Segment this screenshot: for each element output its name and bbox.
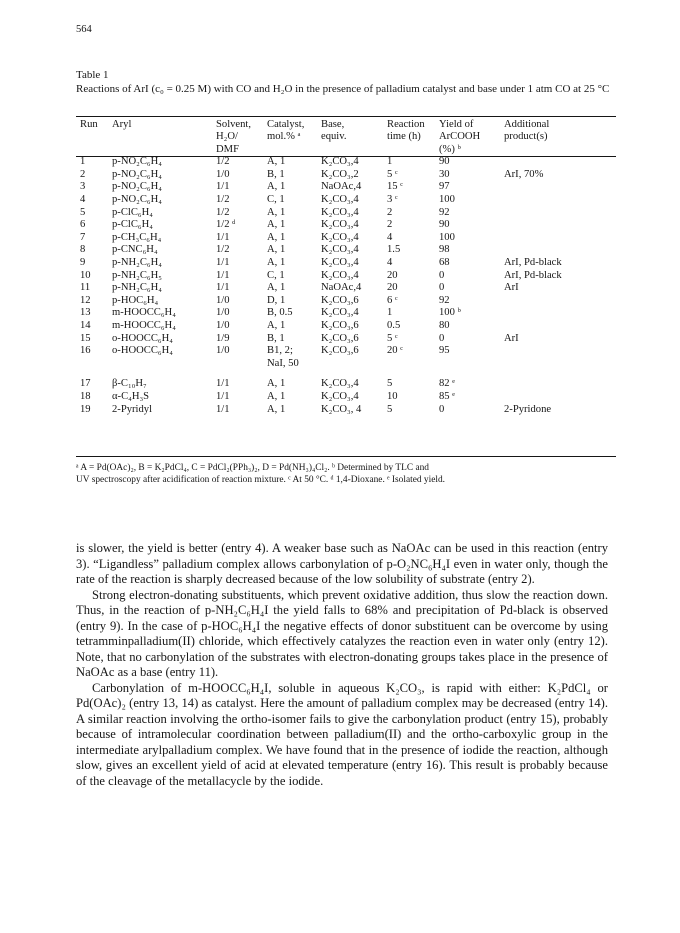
cell-run: 13 — [80, 307, 91, 319]
header-additional-line: product(s) — [504, 131, 548, 143]
cell-run: 17 — [80, 378, 91, 390]
cell-aryl: p-CNC₆H₄ — [112, 244, 158, 256]
cell-time: 5 ᶜ — [387, 168, 398, 180]
header-base — [321, 119, 387, 156]
header-catalyst-line: mol.% ᵃ — [267, 131, 301, 143]
cell-additional — [504, 320, 620, 333]
cell-time: 6 ᶜ — [387, 294, 398, 306]
cell-yield — [439, 358, 504, 371]
cell-base: K₂CO₃,4 — [321, 307, 359, 319]
cell-catalyst: A, 1 — [267, 206, 286, 218]
table-bottom-rule — [76, 456, 616, 457]
paragraph: Carbonylation of m-HOOCC₆H₄I, soluble in aqueous K₂CO₃, is rapid with either: K₂PdCl₄ or Pd(OAc)₂ (entry 13, 14) as catalyst. Here the amount of palladium complex may be decreased (entry 14). A similar reaction involving the ortho-isomer fails to give the carbonylation product (entry 15), probably because of intramolecular coordination between palladium(II) and the ortho-carboxylic group in the intermediate arylpalladium complex. We have found that in the presence of iodide the reaction, although slow, gives an excellent yield of acid at elevated temperature (entry 16). This result is probably because of the cleavage of the metallacycle by the iodide. — [76, 680, 608, 788]
header-solvent-line: H₂O/ — [216, 131, 238, 143]
cell-time: 15 ᶜ — [387, 181, 403, 193]
cell-yield: 95 — [439, 345, 450, 357]
cell-time: 1.5 — [387, 244, 401, 256]
cell-yield: 97 — [439, 181, 450, 193]
cell-yield: 100 — [439, 194, 455, 205]
cell-time: 5 ᶜ — [387, 332, 398, 344]
cell-time: 20 ᶜ — [387, 345, 403, 357]
cell-additional — [504, 181, 620, 194]
cell-solvent: 1/1 — [216, 282, 230, 294]
cell-yield: 0 — [439, 269, 445, 281]
cell-time: 0.5 — [387, 319, 401, 331]
cell-solvent: 1/0 — [216, 345, 230, 357]
cell-additional — [504, 207, 620, 220]
cell-time: 2 — [387, 219, 393, 231]
cell-aryl — [112, 358, 216, 371]
cell-run: 12 — [80, 294, 91, 306]
paragraph: Strong electron-donating substituents, which prevent oxidative addition, thus slow the reaction down. Thus, in the reaction of p-NH₂C₆H₄I the yield falls to 68% and precipitation of Pd-black is observed (entry 9). In the case of p-HOC₆H₄I the negative effects of donor substituent can be overcome by using tetramminpalladium(II) chloride, which effectively catalyzes the reaction even in water only (entry 12). Note, that no carbonylation of the substrates with electron-donating groups takes place in the presence of NaOAc as a base (entry 11). — [76, 587, 608, 679]
cell-solvent: 1/1 — [216, 378, 230, 390]
cell-aryl: p-NH₂C₆H₄ — [112, 256, 162, 268]
cell-base: K₂CO₃,4 — [321, 194, 359, 205]
cell-base: NaOAc,4 — [321, 282, 362, 294]
cell-additional — [504, 307, 620, 320]
cell-run: 16 — [80, 345, 91, 357]
cell-aryl: β-C₁₀H₇ — [112, 378, 147, 390]
cell-catalyst: C, 1 — [267, 194, 285, 205]
cell-yield: 92 — [439, 206, 450, 218]
cell-base: K₂CO₃,4 — [321, 378, 359, 390]
cell-time: 5 — [387, 378, 393, 390]
cell-run: 3 — [80, 181, 86, 193]
cell-yield: 100 — [439, 231, 455, 243]
cell-yield: 68 — [439, 256, 450, 268]
table-header-row — [76, 119, 620, 156]
table-row — [76, 345, 620, 358]
body-text — [76, 541, 608, 789]
cell-catalyst: D, 1 — [267, 294, 286, 306]
cell-aryl: p-NH₂C₆H₅ — [112, 269, 162, 281]
cell-additional — [504, 345, 620, 358]
cell-solvent: 1/0 — [216, 168, 230, 180]
cell-base: K₂CO₃, 4 — [321, 403, 362, 415]
table-row — [76, 219, 620, 232]
header-solvent-line: Solvent, — [216, 119, 252, 130]
cell-aryl: p-NH₂C₆H₄ — [112, 282, 162, 294]
header-run: Run — [80, 119, 98, 130]
cell-time — [387, 358, 439, 371]
cell-base: K₂CO₃,4 — [321, 206, 359, 218]
table-row — [76, 320, 620, 333]
cell-solvent: 1/2 — [216, 244, 230, 256]
table-row — [76, 232, 620, 245]
cell-run: 14 — [80, 319, 91, 331]
table-row — [76, 295, 620, 308]
cell-time: 10 — [387, 390, 398, 402]
cell-aryl: p-NO₂C₆H₄ — [112, 181, 162, 193]
cell-run: 1 — [80, 156, 86, 168]
cell-aryl: 2-Pyridyl — [112, 403, 153, 415]
table-footnote — [76, 462, 616, 486]
cell-solvent: 1/2 — [216, 156, 230, 168]
cell-catalyst: A, 1 — [267, 219, 286, 231]
cell-catalyst: B, 1 — [267, 332, 285, 344]
cell-aryl: p-HOC₆H₄ — [112, 294, 159, 306]
cell-aryl: p-NO₂C₆H₄ — [112, 156, 162, 168]
cell-additional — [504, 244, 620, 257]
cell-base: K₂CO₃,4 — [321, 269, 359, 281]
cell-base: K₂CO₃,4 — [321, 219, 359, 231]
cell-base: K₂CO₃,4 — [321, 156, 359, 168]
cell-time: 1 — [387, 156, 393, 168]
table-row — [76, 194, 620, 207]
header-additional — [504, 119, 620, 156]
cell-run: 2 — [80, 168, 86, 180]
cell-additional — [504, 219, 620, 232]
table-row — [76, 358, 620, 371]
cell-run: 6 — [80, 219, 86, 231]
cell-run: 15 — [80, 332, 91, 344]
table-row — [76, 257, 620, 270]
cell-base: K₂CO₃,4 — [321, 390, 359, 402]
table-row — [76, 333, 620, 346]
cell-additional — [504, 194, 620, 207]
cell-additional: ArI, Pd-black — [504, 269, 562, 281]
table-caption: Table 1 — [76, 69, 109, 81]
cell-time: 20 — [387, 282, 398, 294]
cell-aryl: m-HOOCC₆H₄ — [112, 307, 176, 319]
cell-base: K₂CO₃,6 — [321, 345, 359, 357]
cell-yield: 0 — [439, 332, 445, 344]
cell-catalyst: A, 1 — [267, 181, 286, 193]
cell-base: K₂CO₃,4 — [321, 256, 359, 268]
cell-run: 18 — [80, 390, 91, 402]
cell-catalyst: NaI, 50 — [267, 357, 299, 369]
cell-run: 19 — [80, 403, 91, 415]
table-row — [76, 169, 620, 182]
cell-yield: 90 — [439, 156, 450, 168]
cell-base: K₂CO₃,6 — [321, 319, 359, 331]
cell-solvent: 1/1 — [216, 256, 230, 268]
cell-run: 8 — [80, 244, 86, 256]
cell-additional: ArI — [504, 282, 519, 294]
cell-yield: 80 — [439, 319, 450, 331]
cell-additional: ArI, 70% — [504, 168, 544, 180]
cell-base: K₂CO₃,4 — [321, 244, 359, 256]
cell-catalyst: A, 1 — [267, 390, 286, 402]
cell-run: 11 — [80, 282, 91, 294]
cell-aryl: p-ClC₆H₄ — [112, 219, 153, 231]
cell-additional: ArI, Pd-black — [504, 256, 562, 268]
cell-yield: 100 ᵇ — [439, 307, 461, 319]
header-time-line: time (h) — [387, 131, 421, 143]
cell-additional: 2-Pyridone — [504, 403, 552, 415]
cell-catalyst: A, 1 — [267, 378, 286, 390]
table-title: Reactions of ArI (c₀ = 0.25 M) with CO and H₂O in the presence of palladium catalyst and base under 1 atm CO at 25 °C — [76, 83, 610, 95]
table-top-rule — [76, 116, 616, 117]
cell-base: K₂CO₃,4 — [321, 231, 359, 243]
cell-time: 4 — [387, 231, 393, 243]
header-yield-line: ArCOOH — [439, 131, 481, 143]
cell-time: 1 — [387, 307, 393, 319]
cell-base: K₂CO₃,6 — [321, 332, 359, 344]
cell-solvent: 1/0 — [216, 294, 230, 306]
cell-time: 3 ᶜ — [387, 194, 398, 205]
header-yield-line: (%) ᵇ — [439, 143, 461, 155]
reactions-table — [76, 119, 620, 416]
cell-base: K₂CO₃,2 — [321, 168, 359, 180]
cell-additional — [504, 295, 620, 308]
header-catalyst-line: Catalyst, — [267, 119, 305, 130]
cell-additional — [504, 232, 620, 245]
header-solvent-line: DMF — [216, 143, 239, 155]
cell-yield: 0 — [439, 282, 445, 294]
cell-yield: 82 ᵉ — [439, 378, 455, 390]
cell-base — [321, 358, 387, 371]
header-additional-line: Additional — [504, 119, 550, 130]
cell-run — [76, 358, 112, 371]
header-time-line: Reaction — [387, 119, 425, 130]
header-yield-line: Yield of — [439, 119, 474, 130]
header-time — [387, 119, 439, 156]
cell-solvent: 1/1 — [216, 390, 230, 402]
footnote-line: ᵃ A = Pd(OAc)₂, B = K₂PdCl₄, C = PdCl₂(PPh₃)₂, D = Pd(NH₃)₄Cl₂. ᵇ Determined by TLC and — [76, 463, 429, 473]
cell-solvent: 1/2 — [216, 206, 230, 218]
cell-catalyst: A, 1 — [267, 231, 286, 243]
cell-run: 9 — [80, 256, 86, 268]
header-yield — [439, 119, 504, 156]
cell-base: K₂CO₃,6 — [321, 294, 359, 306]
table-row — [76, 207, 620, 220]
cell-catalyst: A, 1 — [267, 282, 286, 294]
table-row — [76, 404, 620, 417]
header-aryl: Aryl — [112, 119, 132, 130]
header-catalyst — [267, 119, 321, 156]
table-row — [76, 270, 620, 283]
cell-catalyst: B, 0.5 — [267, 307, 293, 319]
cell-run: 4 — [80, 194, 86, 205]
cell-solvent: 1/2 ᵈ — [216, 219, 236, 231]
cell-aryl: p-ClC₆H₄ — [112, 206, 153, 218]
cell-aryl: o-HOOCC₆H₄ — [112, 332, 173, 344]
cell-catalyst: A, 1 — [267, 403, 286, 415]
cell-yield: 30 — [439, 168, 450, 180]
table-row — [76, 156, 620, 169]
cell-catalyst: A, 1 — [267, 319, 286, 331]
cell-additional — [504, 156, 620, 169]
cell-run: 7 — [80, 231, 86, 243]
table-row — [76, 282, 620, 295]
header-base-line: equiv. — [321, 131, 347, 143]
cell-solvent: 1/1 — [216, 181, 230, 193]
table-row — [76, 391, 620, 404]
page-number: 564 — [76, 24, 92, 35]
cell-additional: ArI — [504, 332, 519, 344]
cell-yield: 0 — [439, 403, 445, 415]
footnote-line: UV spectroscopy after acidification of reaction mixture. ᶜ At 50 °C. ᵈ 1,4-Dioxane. ᵉ Isolated yield. — [76, 475, 446, 485]
cell-catalyst: A, 1 — [267, 156, 286, 168]
header-solvent — [216, 119, 267, 156]
cell-catalyst: C, 1 — [267, 269, 285, 281]
cell-aryl: p-NO₂C₆H₄ — [112, 168, 162, 180]
cell-solvent: 1/0 — [216, 319, 230, 331]
cell-run: 5 — [80, 206, 86, 218]
header-base-line: Base, — [321, 119, 345, 130]
cell-aryl: m-HOOCC₆H₄ — [112, 319, 176, 331]
table-row — [76, 370, 620, 391]
cell-additional — [504, 370, 620, 391]
cell-yield: 92 — [439, 294, 450, 306]
cell-time: 2 — [387, 206, 393, 218]
cell-aryl: p-CH₃C₆H₄ — [112, 231, 162, 243]
cell-time: 20 — [387, 269, 398, 281]
cell-solvent: 1/2 — [216, 194, 230, 205]
cell-catalyst: B1, 2; — [267, 345, 293, 357]
cell-time: 4 — [387, 256, 393, 268]
cell-catalyst: B, 1 — [267, 168, 285, 180]
cell-solvent: 1/9 — [216, 332, 230, 344]
table-header-rule — [76, 156, 616, 157]
paragraph: is slower, the yield is better (entry 4). A weaker base such as NaOAc can be used in this reaction (entry 3). “Ligandless” palladium complex allows carbonylation of p-O₂NC₆H₄I even in water only, though the rate of the reaction is sharply decreased because of the low solubility of substrate (entry 2). — [76, 541, 608, 586]
cell-yield: 85 ᵉ — [439, 390, 455, 402]
table-row — [76, 307, 620, 320]
cell-run: 10 — [80, 269, 91, 281]
cell-aryl: p-NO₂C₆H₄ — [112, 194, 162, 205]
table-row — [76, 244, 620, 257]
table-row — [76, 181, 620, 194]
cell-yield: 98 — [439, 244, 450, 256]
cell-aryl: α-C₄H₃S — [112, 390, 150, 402]
cell-solvent: 1/1 — [216, 269, 230, 281]
cell-catalyst: A, 1 — [267, 244, 286, 256]
cell-additional — [504, 358, 620, 371]
cell-additional — [504, 391, 620, 404]
cell-time: 5 — [387, 403, 393, 415]
cell-aryl: o-HOOCC₆H₄ — [112, 345, 173, 357]
cell-solvent — [216, 358, 267, 371]
cell-yield: 90 — [439, 219, 450, 231]
table-body — [76, 156, 620, 416]
cell-base: NaOAc,4 — [321, 181, 362, 193]
cell-solvent: 1/1 — [216, 403, 230, 415]
cell-catalyst: A, 1 — [267, 256, 286, 268]
cell-solvent: 1/1 — [216, 231, 230, 243]
cell-solvent: 1/0 — [216, 307, 230, 319]
